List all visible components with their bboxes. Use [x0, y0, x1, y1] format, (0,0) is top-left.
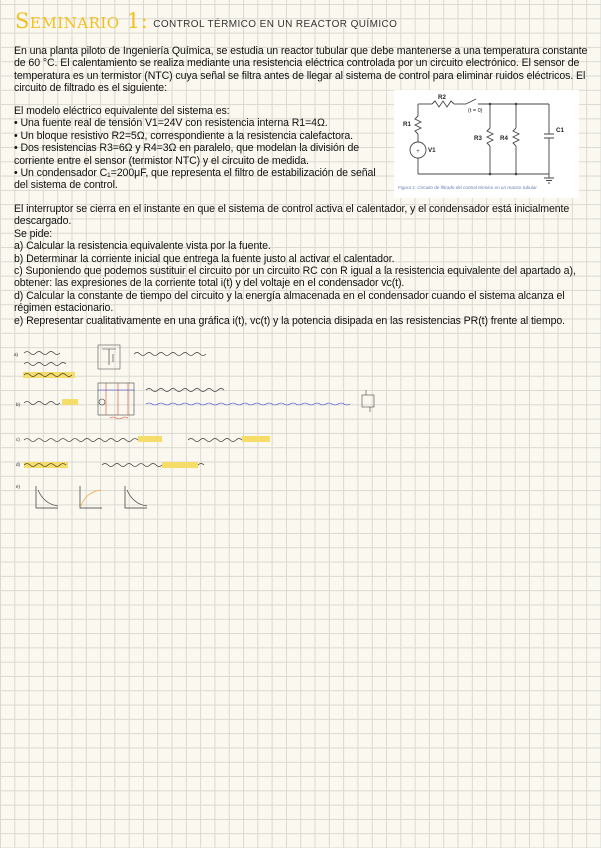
circuit-figure	[394, 90, 579, 198]
question-e: e) Representar cualitativamente en una gráfica i(t), vc(t) y la potencia disipada en las resistencias PR(t) frente al tiempo.	[14, 314, 565, 327]
handwritten-solutions	[10, 340, 410, 520]
r3-resistor	[487, 128, 493, 146]
r1-resistor	[415, 116, 421, 134]
c1-capacitor	[544, 134, 554, 138]
model-description	[14, 105, 386, 192]
label-c1: C1	[556, 127, 564, 134]
solution-b-label: b)	[16, 402, 21, 407]
circuit-diagram	[394, 90, 579, 198]
graph-axes	[80, 486, 102, 508]
solution-d	[24, 462, 204, 468]
model-item: • Dos resistencias R3=6Ω y R4=3Ω en paralelo, que modelan la división de corriente entre el sensor (termistor NTC) y el circuito de medida.	[14, 142, 360, 167]
graph-axes	[125, 486, 147, 508]
model-item: • Una fuente real de tensión V1=24V con resistencia interna R1=4Ω.	[14, 117, 328, 130]
solution-b	[24, 383, 374, 419]
question-a: a) Calcular la resistencia equivalente vista por la fuente.	[14, 240, 271, 253]
question-d: d) Calcular la constante de tiempo del circuito y la energía almacenada en el condensador cuando el sistema alcanza el régimen estacionario.	[14, 289, 565, 315]
graph-axes	[36, 486, 58, 508]
seminar-subtitle: CONTROL TÉRMICO EN UN REACTOR QUÍMICO	[153, 19, 398, 30]
svg-text:+: +	[416, 149, 420, 155]
label-v1: V1	[428, 147, 436, 154]
question-c: c) Suponiendo que podemos sustituir el circuito por un circuito RC con R igual a la resistencia equivalente del apartado a), obtener: las expresiones de la corriente total i(t) y del voltaje en el condensador vc(t).	[14, 265, 576, 290]
model-heading: El modelo eléctrico equivalente del sistema es:	[14, 105, 230, 117]
label-r2: R2	[438, 94, 446, 101]
problem-statement	[14, 203, 596, 327]
page-title	[15, 6, 397, 32]
model-item: • Un bloque resistivo R2=5Ω, correspondiente a la resistencia calefactora.	[14, 129, 353, 142]
intro-paragraph: En una planta piloto de Ingeniería Química, se estudia un reactor tubular que debe mantenerse a una temperatura constante de 60 °C. El calentamiento se realiza mediante una resistencia eléctrica controlada por un circuito electrónico. El sensor de temperatura es un termistor (NTC) cuya señal se filtra antes de llegar al sistema de control para eliminar ruidos eléctricos. El circuito de filtrado es el siguiente:	[14, 45, 588, 95]
solution-c-label: c)	[16, 437, 20, 442]
label-r3: R3	[474, 135, 482, 142]
r4-resistor	[513, 128, 519, 146]
model-item: • Un condensador C₁=200μF, que representa el filtro de estabilización de señal del sistema de control.	[14, 167, 376, 192]
figure-caption: Figura 1: Circuito de filtrado del control térmico en un reactor tubular	[398, 185, 537, 190]
label-switch: (t = 0)	[468, 108, 483, 114]
r2-resistor	[432, 101, 454, 107]
solution-e-label: e)	[16, 484, 21, 489]
solution-d-label: d)	[16, 462, 21, 467]
body-paragraph: Se pide:	[14, 227, 53, 240]
highlight-mark	[23, 372, 75, 378]
label-r1: R1	[403, 121, 411, 128]
solution-e-graphs	[36, 486, 147, 508]
ground-symbol	[544, 174, 554, 183]
seminar-title: Seminario 1:	[15, 9, 149, 33]
solution-a-label: a)	[14, 352, 19, 357]
label-r4: R4	[500, 135, 508, 142]
switch-symbol	[466, 99, 476, 104]
solution-a	[23, 345, 206, 378]
question-b: b) Determinar la corriente inicial que entrega la fuente justo al activar el calentador.	[14, 252, 395, 265]
solution-c	[24, 436, 270, 442]
body-paragraph: El interruptor se cierra en el instante en que el sistema de control activa el calentador, y el condensador está inicialmente descargado.	[14, 203, 570, 228]
